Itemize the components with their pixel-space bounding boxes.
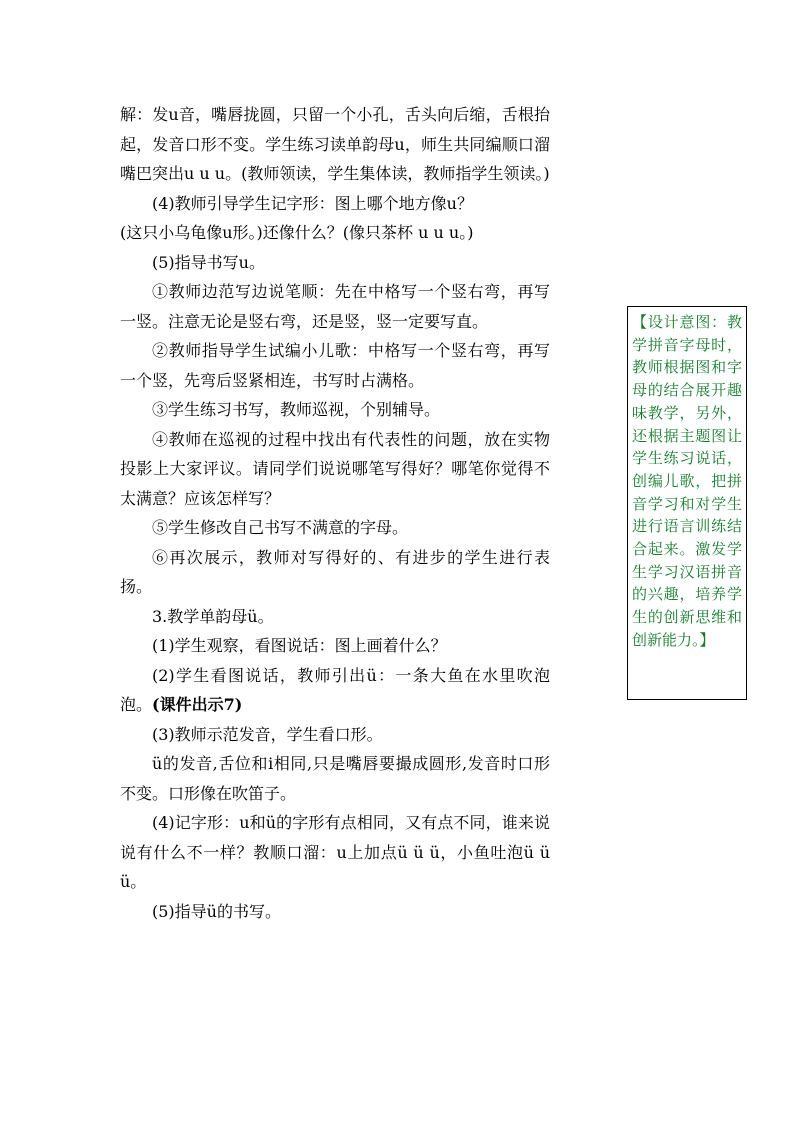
paragraph-step-6: ⑥再次展示，教师对写得好的、有进步的学生进行表扬。 bbox=[120, 547, 550, 596]
section-heading-u-umlaut: 3.教学单韵母ü。 bbox=[152, 606, 274, 626]
paragraph-u-umlaut-writing: (5)指导ü的书写。 bbox=[152, 901, 281, 921]
paragraph-step-2: ②教师指导学生试编小儿歌：中格写一个竖右弯，再写一个竖，先弯后竖紧相连，书写时占满格。 bbox=[120, 341, 550, 390]
paragraph-step-1: ①教师边范写边说笔顺：先在中格写一个竖右弯，再写一竖。注意无论是竖右弯，还是竖，竖一定要写直。 bbox=[120, 282, 550, 331]
courseware-note: (课件出示7) bbox=[152, 695, 243, 714]
paragraph-u-umlaut-shape: (4)记字形：u和ü的字形有点相同，又有点不同，谁来说说有什么不一样？教顺口溜：u上加点ü ü ü，小鱼吐泡ü ü ü。 bbox=[120, 813, 550, 891]
design-intent-box bbox=[627, 306, 747, 700]
paragraph-step-3: ③学生练习书写，教师巡视，个别辅导。 bbox=[152, 400, 441, 419]
paragraph-picture-talk bbox=[120, 661, 550, 720]
paragraph-u-shape-question: (4)教师引导学生记字形：图上哪个地方像u？ bbox=[152, 193, 473, 213]
paragraph-u-writing-heading: (5)指导书写u。 bbox=[152, 252, 265, 272]
paragraph-u-umlaut-pronunciation: ü的发音,舌位和i相同,只是嘴唇要撮成圆形,发音时口形不变。口形像在吹笛子。 bbox=[120, 754, 550, 803]
paragraph-u-pronunciation: 解：发u音，嘴唇拢圆，只留一个小孔，舌头向后缩，舌根抬起，发音口形不变。学生练习读单韵母u，师生共同编顺口溜 嘴巴突出u u u。(教师领读，学生集体读，教师指学生领读。) bbox=[120, 105, 550, 183]
design-intent-text: 【设计意图：教学拼音字母时，教师根据图和字母的结合展开趣味教学，另外，还根据主题图让学生练习说话，创编儿歌，把拼音学习和对学生进行语言训练结合起来。激发学生学习汉语拼音的兴趣，培养学生的创新思维和创新能力。】 bbox=[632, 313, 742, 649]
paragraph-step-4: ④教师在巡视的过程中找出有代表性的问题，放在实物投影上大家评议。请同学们说说哪笔写得好？哪笔你觉得不太满意？应该怎样写？ bbox=[120, 429, 550, 508]
paragraph-demonstration: (3)教师示范发音，学生看口形。 bbox=[152, 724, 383, 744]
paragraph-observe: (1)学生观察，看图说话：图上画着什么？ bbox=[152, 636, 447, 655]
paragraph-step-5: ⑤学生修改自己书写不满意的字母。 bbox=[152, 518, 409, 537]
paragraph-u-shape-answer: (这只小乌龟像u形。)还像什么？(像只茶杯 u u u。) bbox=[120, 223, 474, 242]
lesson-body bbox=[120, 100, 550, 926]
picture-talk-text: (2)学生看图说话，教师引出ü：一条大鱼在水里吹泡泡。 bbox=[120, 665, 550, 714]
